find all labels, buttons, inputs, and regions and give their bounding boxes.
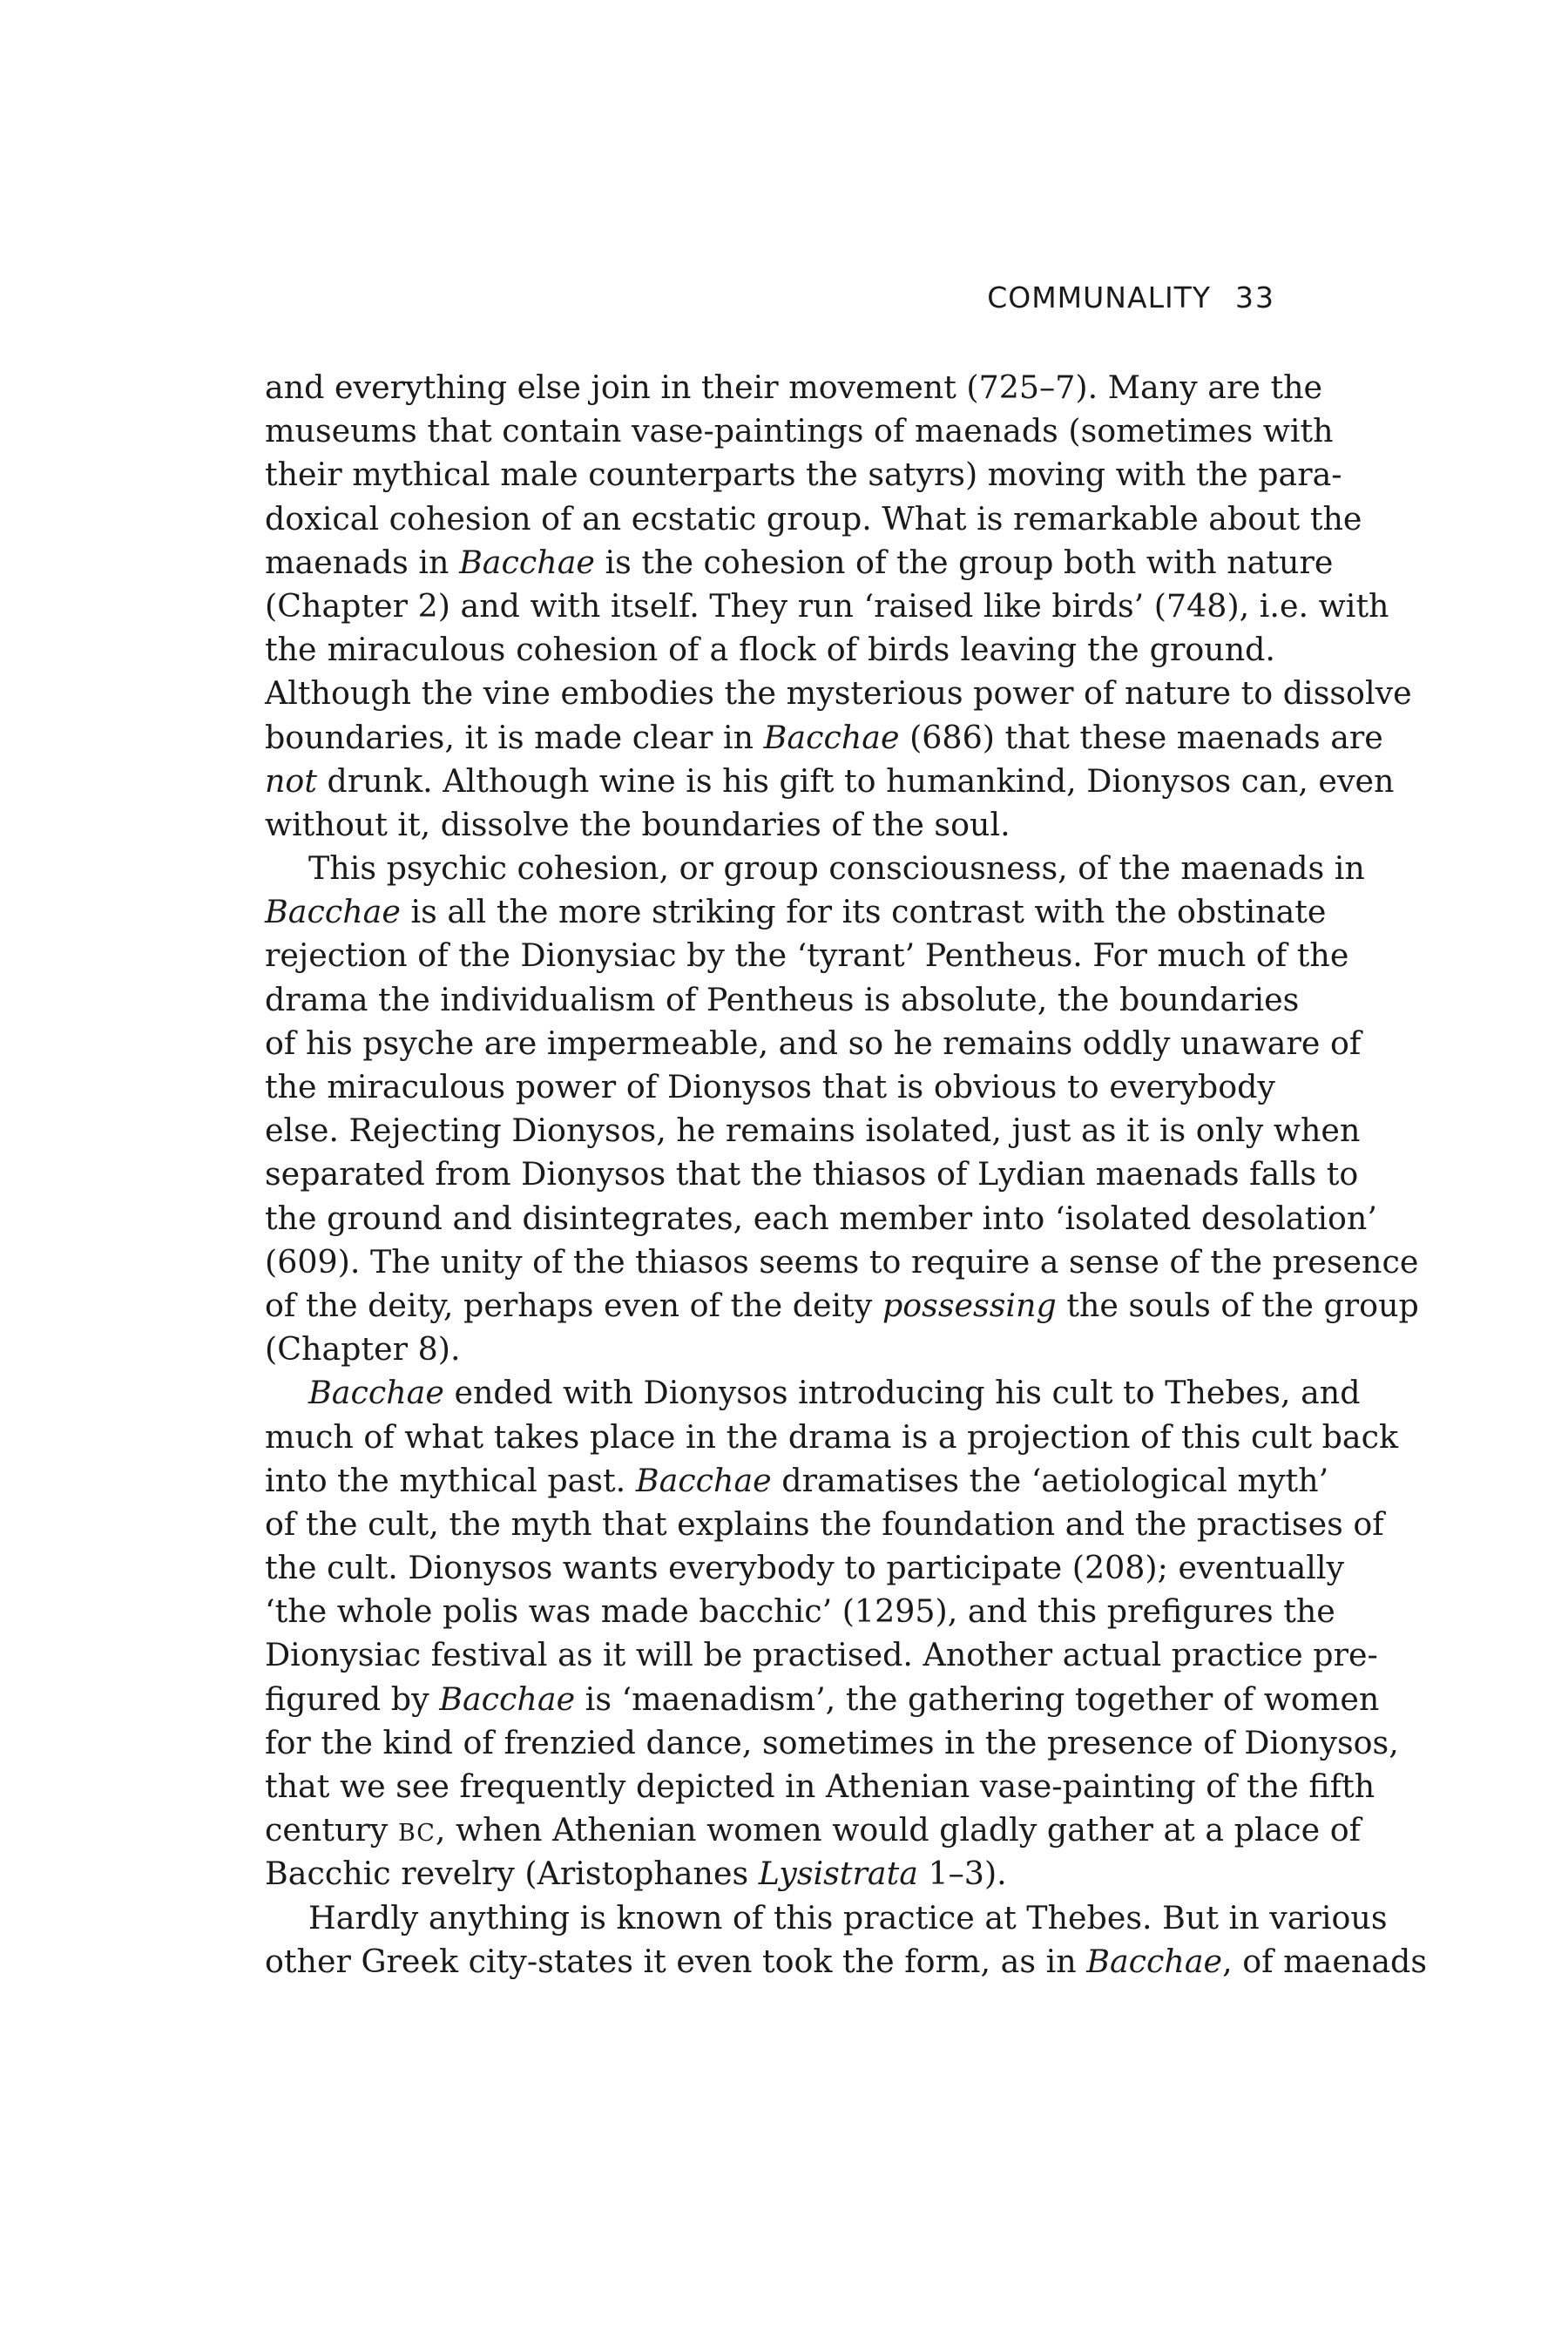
text-run: (Chapter 8).	[265, 1330, 461, 1369]
text-run: the miraculous cohesion of a flock of birds leaving the ground.	[265, 631, 1275, 669]
text-run: maenads in	[265, 543, 460, 581]
text-run: the cult. Dionysos wants everybody to participate (208); eventually	[265, 1549, 1345, 1587]
text-line	[265, 847, 1365, 890]
small-caps-text: BC	[397, 1820, 436, 1848]
italic-text: not	[265, 761, 317, 800]
italic-text: Bacchae	[763, 718, 900, 756]
text-line	[265, 1022, 1362, 1065]
text-run: Although the vine embodies the mysterious power of nature to dissolve	[265, 674, 1412, 713]
text-line	[265, 366, 1323, 409]
italic-text: Bacchae	[439, 1680, 576, 1718]
text-run: of the cult, the myth that explains the foundation and the practises of	[265, 1504, 1384, 1543]
text-run: Dionysiac festival as it will be practised. Another actual practice pre-	[265, 1636, 1378, 1674]
text-run: , when Athenian women would gladly gather at a place of	[435, 1811, 1362, 1849]
text-line	[265, 1416, 1399, 1459]
text-line	[265, 978, 1300, 1022]
text-line	[265, 1546, 1345, 1590]
text-run: drunk. Although wine is his gift to humankind, Dionysos can, even	[316, 761, 1395, 800]
text-line	[265, 409, 1334, 453]
text-run: without it, dissolve the boundaries of the soul.	[265, 805, 1010, 843]
text-line	[265, 934, 1349, 977]
text-run: much of what takes place in the drama is a projection of this cult back	[265, 1417, 1399, 1456]
text-line	[265, 453, 1342, 497]
text-run: their mythical male counterparts the satyrs) moving with the para-	[265, 456, 1342, 494]
text-run: of his psyche are impermeable, and so he remains oddly unaware of	[265, 1024, 1362, 1062]
page-number: 33	[1235, 280, 1275, 314]
text-line	[265, 803, 1275, 847]
text-line	[265, 672, 1412, 715]
text-line	[265, 585, 1389, 628]
text-line	[265, 1765, 1375, 1808]
italic-text: Bacchae	[265, 893, 401, 931]
text-line	[265, 1197, 1377, 1240]
italic-text: Lysistrata	[758, 1855, 918, 1893]
text-run: (Chapter 2) and with itself. They run ‘raised like birds’ (748), i.e. with	[265, 586, 1389, 625]
text-line	[265, 1109, 1361, 1152]
text-run: Bacchic revelry (Aristophanes	[265, 1855, 759, 1893]
text-run: and everything else join in their movement (725–7). Many are the	[265, 368, 1323, 406]
text-run: (686) that these maenads are	[899, 718, 1383, 756]
text-line	[265, 1240, 1419, 1284]
text-run: that we see frequently depicted in Athenian vase-painting of the fifth	[265, 1767, 1375, 1805]
section-title: COMMUNALITY	[987, 280, 1211, 314]
text-run: ended with Dionysos introducing his cult to Thebes, and	[443, 1374, 1361, 1412]
text-run: Hardly anything is known of this practice at Thebes. But in various	[308, 1898, 1388, 1936]
text-run: boundaries, it is made clear in	[265, 718, 764, 756]
text-line	[265, 716, 1383, 760]
text-run: separated from Dionysos that the thiasos of Lydian maenads falls to	[265, 1155, 1359, 1193]
text-run: is the cohesion of the group both with nature	[594, 543, 1334, 581]
text-run: is ‘maenadism’, the gathering together of women	[575, 1680, 1380, 1718]
text-run: into the mythical past.	[265, 1461, 636, 1499]
text-line	[265, 1633, 1378, 1677]
text-line	[265, 1459, 1329, 1503]
text-line	[265, 1328, 1275, 1371]
text-line	[265, 1852, 1275, 1896]
text-run: other Greek city-states it even took the form, as in	[265, 1942, 1087, 1980]
running-head	[871, 280, 1275, 322]
text-run: is all the more striking for its contrast with the obstinate	[400, 893, 1327, 931]
text-run: museums that contain vase-paintings of maenads (sometimes with	[265, 412, 1334, 450]
text-line	[265, 1152, 1359, 1196]
italic-text: Bacchae	[635, 1461, 772, 1499]
italic-text: possessing	[882, 1286, 1057, 1324]
text-run: dramatises the ‘aetiological myth’	[771, 1461, 1329, 1499]
text-run: doxical cohesion of an ecstatic group. What is remarkable about the	[265, 499, 1362, 537]
italic-text: Bacchae	[1086, 1942, 1223, 1980]
text-run: ‘the whole polis was made bacchic’ (1295), and this prefigures the	[265, 1592, 1335, 1631]
text-run: figured by	[265, 1680, 440, 1718]
text-run: rejection of the Dionysiac by the ‘tyrant’ Pentheus. For much of the	[265, 936, 1349, 975]
text-run: century	[265, 1811, 398, 1849]
text-run: the ground and disintegrates, each member into ‘isolated desolation’	[265, 1199, 1377, 1237]
text-run: for the kind of frenzied dance, sometimes in the presence of Dionysos,	[265, 1723, 1399, 1761]
text-run: This psychic cohesion, or group consciousness, of the maenads in	[308, 849, 1365, 888]
text-line	[265, 890, 1327, 934]
text-run: of the deity, perhaps even of the deity	[265, 1286, 882, 1324]
text-line	[265, 1808, 1362, 1852]
text-line	[265, 497, 1362, 541]
text-line	[265, 1503, 1384, 1546]
text-run: else. Rejecting Dionysos, he remains isolated, just as it is only when	[265, 1112, 1361, 1150]
text-line	[265, 541, 1334, 585]
text-line	[265, 1371, 1361, 1415]
text-run: , of maenads	[1222, 1942, 1428, 1980]
text-line	[265, 760, 1395, 803]
text-run: 1–3).	[917, 1855, 1007, 1893]
italic-text: Bacchae	[459, 543, 595, 581]
text-line	[265, 1590, 1335, 1633]
text-line	[265, 1065, 1275, 1109]
text-line	[265, 1678, 1380, 1721]
text-line	[265, 1721, 1399, 1765]
text-run: the souls of the group	[1056, 1286, 1419, 1324]
italic-text: Bacchae	[308, 1374, 444, 1412]
text-line	[265, 1896, 1388, 1940]
text-line	[265, 1940, 1428, 1984]
text-line	[265, 1284, 1419, 1328]
text-run: drama the individualism of Pentheus is absolute, the boundaries	[265, 980, 1300, 1018]
text-run: (609). The unity of the thiasos seems to require a sense of the presence	[265, 1242, 1419, 1281]
text-run: the miraculous power of Dionysos that is obvious to everybody	[265, 1068, 1275, 1105]
text-line	[265, 628, 1275, 672]
body-text	[265, 366, 1428, 1984]
